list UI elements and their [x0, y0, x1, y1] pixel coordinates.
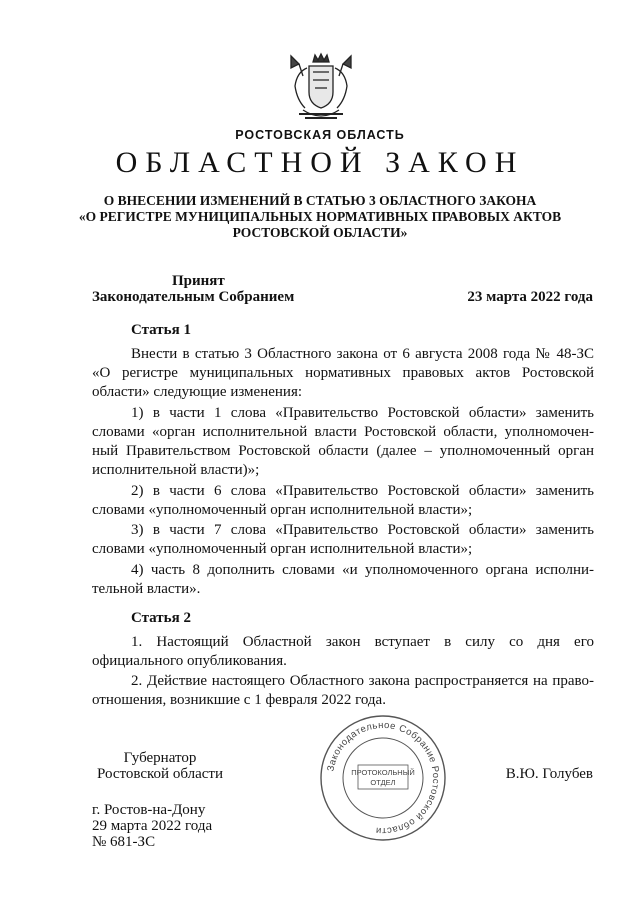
- coat-of-arms-icon: [285, 52, 357, 126]
- footer-number: № 681-ЗС: [92, 834, 156, 850]
- article-paragraph: 1) в части 1 слова «Правительство Ростовской области» заменить словами «орган исполнительной власти Ростовской области, уполномочен-ный Правительством Ростовской области (далее – уполномоченный орган исполнительной власти)»;: [92, 405, 594, 478]
- footer-place: г. Ростов-на-Дону: [92, 802, 206, 818]
- law-subtitle: [60, 193, 580, 241]
- governor-title-line: Ростовской области: [97, 766, 223, 782]
- document-footer: [92, 802, 212, 850]
- governor-title-line: Губернатор: [123, 750, 197, 766]
- article-paragraph: 4) часть 8 дополнить словами «и уполномоченного органа исполни-тельной власти».: [92, 562, 594, 597]
- stamp-inner-line: ОТДЕЛ: [370, 778, 396, 787]
- article-paragraph: Внести в статью 3 Областного закона от 6 августа 2008 года № 48-ЗС «О регистре муниципальных нормативных правовых актов Ростовской области» следующие изменения:: [92, 346, 594, 400]
- region-name: РОСТОВСКАЯ ОБЛАСТЬ: [235, 128, 405, 142]
- document-type-title: ОБЛАСТНОЙ ЗАКОН: [115, 146, 525, 179]
- article-title: Статья 2: [131, 610, 191, 626]
- article-paragraph: 2) в части 6 слова «Правительство Ростовской области» заменить словами «уполномоченный орган исполнительной власти»;: [92, 483, 594, 518]
- article-paragraph: 1. Настоящий Областной закон вступает в силу со дня его официального опубликования.: [92, 634, 594, 669]
- article-paragraph: 3) в части 7 слова «Правительство Ростовской области» заменить словами «уполномоченный орган исполнительной власти»;: [92, 522, 594, 557]
- article-title: Статья 1: [131, 322, 191, 338]
- law-subtitle-line: О ВНЕСЕНИИ ИЗМЕНЕНИЙ В СТАТЬЮ 3 ОБЛАСТНОГО ЗАКОНА: [103, 193, 537, 208]
- adopted-by: Законодательным Собранием: [92, 289, 295, 305]
- article-paragraph: 2. Действие настоящего Областного закона распространяется на право-отношения, возникшие с 1 февраля 2022 года.: [92, 673, 594, 708]
- adopted-label: Принят: [172, 273, 225, 289]
- stamp-inner-line: ПРОТОКОЛЬНЫЙ: [351, 768, 415, 777]
- official-stamp: [318, 713, 448, 843]
- governor-title: [92, 750, 228, 782]
- footer-date: 29 марта 2022 года: [92, 818, 213, 834]
- governor-name: В.Ю. Голубев: [505, 766, 593, 782]
- law-subtitle-line: РОСТОВСКОЙ ОБЛАСТИ»: [232, 225, 408, 240]
- law-subtitle-line: «О РЕГИСТРЕ МУНИЦИПАЛЬНЫХ НОРМАТИВНЫХ ПРАВОВЫХ АКТОВ: [78, 209, 562, 224]
- stamp-ring-text: Законодательное Собрание Ростовской области: [325, 719, 442, 837]
- adopted-date: 23 марта 2022 года: [467, 289, 593, 305]
